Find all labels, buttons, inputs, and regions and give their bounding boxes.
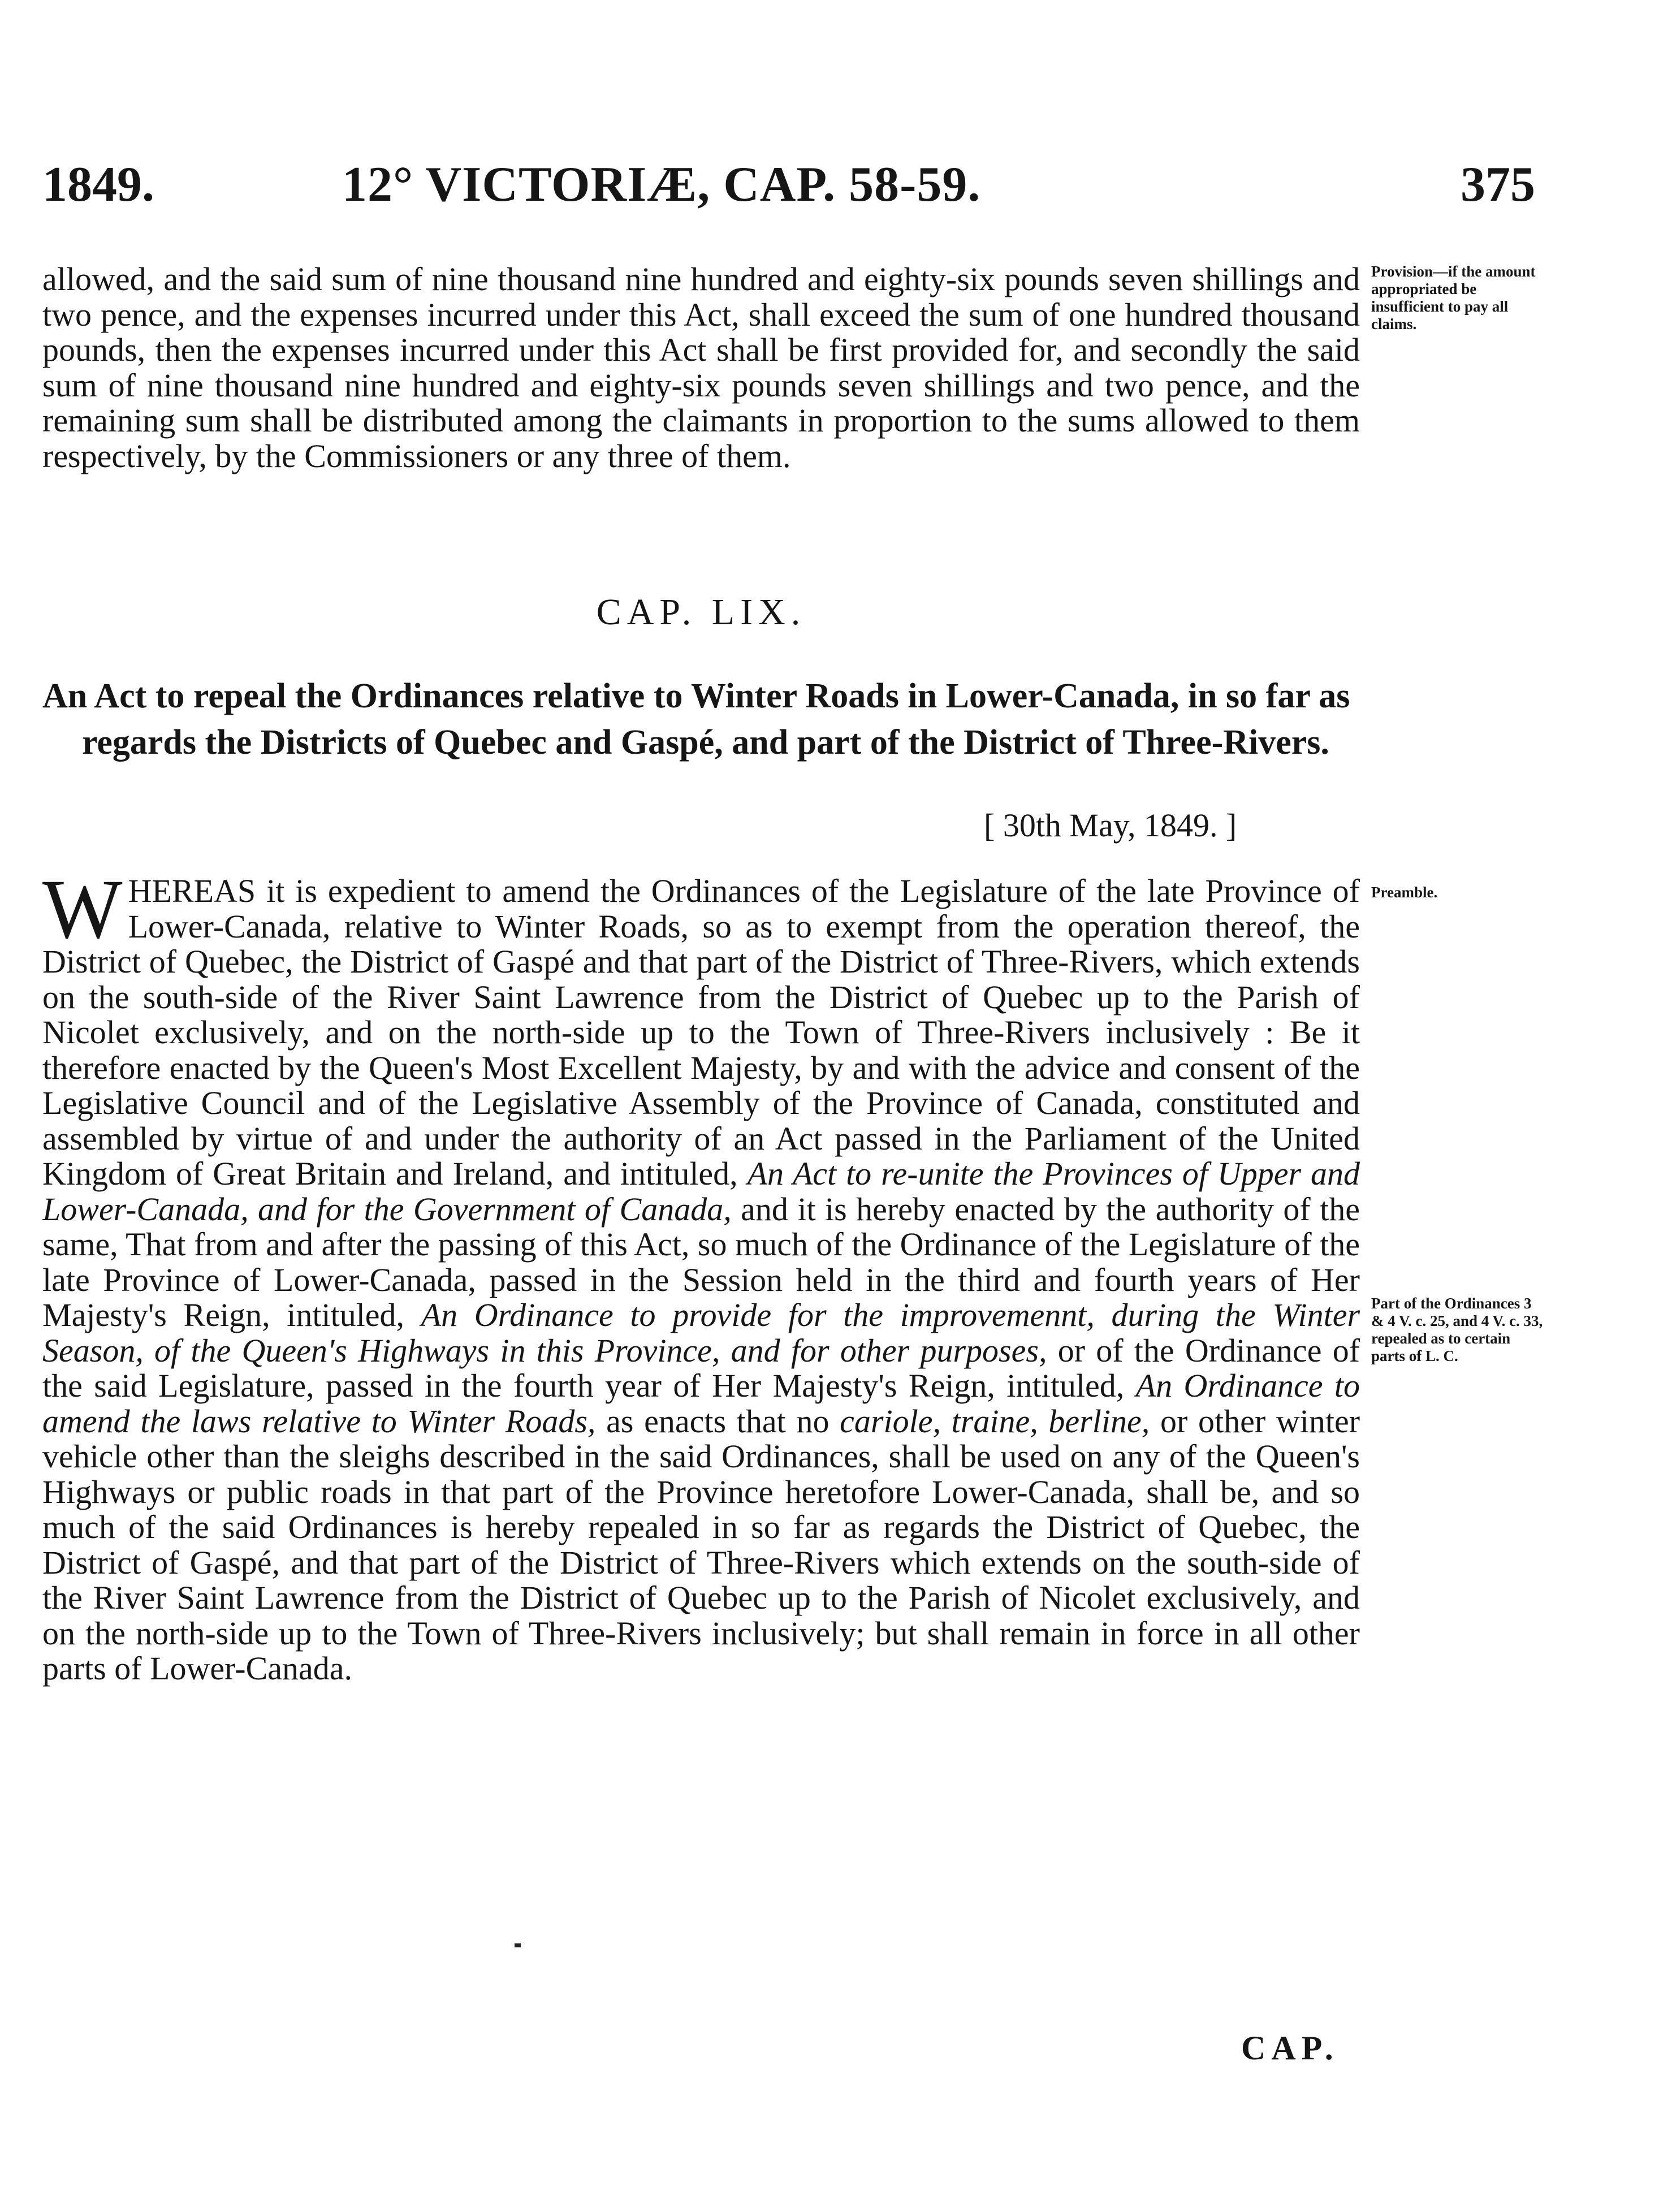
margin-note-preamble: Preamble. [1371,884,1438,901]
page-number: 375 [1461,157,1535,212]
continuation-paragraph: allowed, and the said sum of nine thousand nine hundred and eighty-six pounds seven shillings and two pence, and the expenses incurred under this Act, shall exceed the sum of one hundred thousand pounds, then the expenses incurred under this Act shall be first provided for, and secondly the said sum of nine thousand nine hundred and eighty-six pounds seven shillings and two pence, and the remaining sum shall be distributed among the claimants in proportion to the sums allowed to them respectively, by the Commissioners or any three of them. [42,261,1360,474]
act-title: An Act to repeal the Ordinances relative to Winter Roads in Lower-Canada, in so far as regards the Districts of Quebec and Gaspé, and part of the District of Three-Rivers. [42,677,1350,762]
cited-ordinance-title-1: An Ordinance to provide for the improvemennt, during the Winter Season, of the Queen's Highways in this Province, and for other purposes, [42,1297,1360,1369]
preamble-middle-2: or of the Ordinance of the said Legislature, passed in the fourth year of Her Majesty's Reign, intituled, [42,1332,1360,1404]
margin-note-provision: Provision—if the amount appropriated be insufficient to pay all claims. [1371,263,1536,332]
running-head [42,154,1535,216]
drop-cap: W [42,862,123,956]
vehicle-list: cariole, traine, berline, [840,1402,1150,1440]
catchword: CAP. [1241,2029,1339,2067]
cited-ordinance-title-2: An Ordinance to amend the laws relative to Winter Roads, [42,1367,1360,1440]
chapter-heading: CAP. LIX. [596,591,806,633]
preamble-paragraph [42,862,1360,1687]
preamble-intro: HEREAS it is expedient to amend the Ordinances of the Legislature of the late Province of Lower-Canada, relative to Winter Roads, so as to exempt from the operation thereof, the District of Quebec, the District of Gaspé and that part of the District of Three-Rivers, which extends on the south-side of the River Saint Lawrence from the District of Quebec up to the Parish of Nicolet exclusively, and on the north-side up to the Town of Three-Rivers inclusively : Be it therefore enacted by the Queen's Most Excellent Majesty, by and with the advice and consent of the Legislative Council and of the Legislative Assembly of the Province of Canada, constituted and assembled by virtue of and under the authority of an Act passed in the Parliament of the United Kingdom of Great Britain and Ireland, and intituled, [42,872,1360,1192]
act-date: [ 30th May, 1849. ] [984,807,1237,844]
margin-note-repeal: Part of the Ordinances 3 & 4 V. c. 25, and 4 V. c. 33, repealed as to certain parts of L. C. [1371,1295,1543,1364]
header-year: 1849. [42,157,154,212]
cited-act-title: An Act to re-unite the Provinces of Upper and Lower-Canada, and for the Government of Canada, [42,1155,1360,1228]
ink-mark [515,1943,521,1947]
preamble-middle-3: as enacts that no [606,1402,829,1440]
preamble-middle: and it is hereby enacted by the authority of the same, That from and after the passing of this Act, so much of the Ordinance of the Legislature of the late Province of Lower-Canada, passed in the Session held in the third and fourth years of Her Majesty's Reign, intituled, [42,1190,1360,1333]
preamble-closing: or other winter vehicle other than the sleighs described in the said Ordinances, shall be used on any of the Queen's Highways or public roads in that part of the Province heretofore Lower-Canada, shall be, and so much of the said Ordinances is hereby repealed in so far as regards the District of Quebec, the District of Gaspé, and that part of the District of Three-Rivers which extends on the south-side of the River Saint Lawrence from the District of Quebec up to the Parish of Nicolet exclusively, and on the north-side up to the Town of Three-Rivers inclusively; but shall remain in force in all other parts of Lower-Canada. [42,1402,1360,1687]
header-title: 12° VICTORIÆ, CAP. 58-59. [342,157,981,212]
